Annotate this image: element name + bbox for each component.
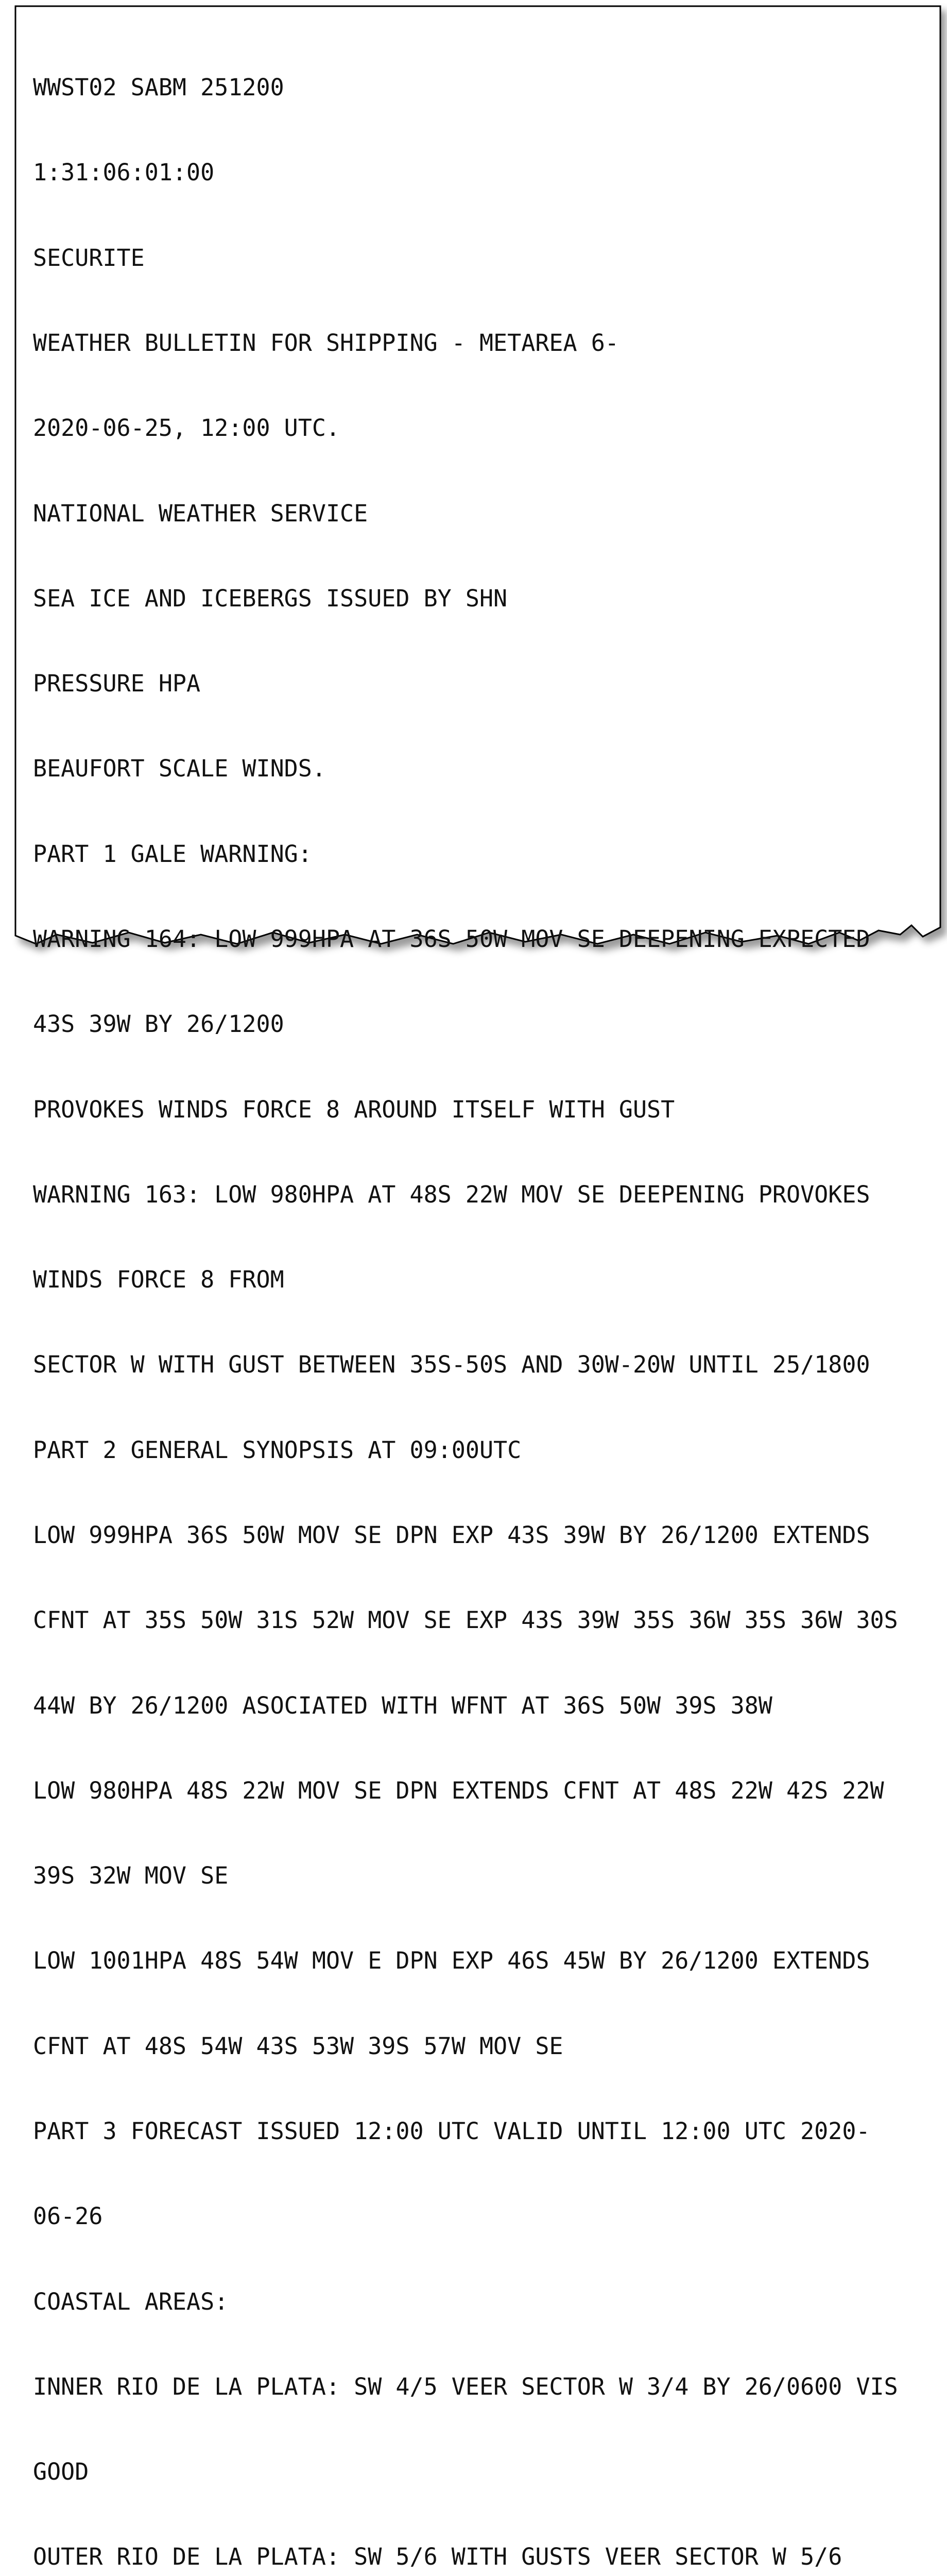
bulletin-line: PART 2 GENERAL SYNOPSIS AT 09:00UTC	[33, 1436, 522, 1464]
bulletin-line: PROVOKES WINDS FORCE 8 AROUND ITSELF WITH GUST	[33, 1095, 675, 1123]
bulletin-line: PART 3 FORECAST ISSUED 12:00 UTC VALID UNTIL 12:00 UTC 2020-	[33, 2117, 870, 2145]
weather-bulletin-text	[33, 16, 929, 2576]
bulletin-line: 44W BY 26/1200 ASOCIATED WITH WFNT AT 36S 50W 39S 38W	[33, 1691, 772, 1719]
bulletin-line: WEATHER BULLETIN FOR SHIPPING - METAREA 6-	[33, 329, 619, 357]
bulletin-line: COASTAL AREAS:	[33, 2287, 229, 2315]
bulletin-line: BEAUFORT SCALE WINDS.	[33, 755, 326, 783]
bulletin-line: PRESSURE HPA	[33, 670, 201, 698]
bulletin-line: OUTER RIO DE LA PLATA: SW 5/6 WITH GUSTS VEER SECTOR W 5/6	[33, 2543, 842, 2571]
bulletin-line: CFNT AT 48S 54W 43S 53W 39S 57W MOV SE	[33, 2032, 563, 2060]
bulletin-line: GOOD	[33, 2458, 89, 2486]
bulletin-line: 43S 39W BY 26/1200	[33, 1010, 284, 1038]
bulletin-line: WARNING 163: LOW 980HPA AT 48S 22W MOV SE DEEPENING PROVOKES	[33, 1180, 870, 1208]
bulletin-line: 1:31:06:01:00	[33, 159, 215, 187]
bulletin-line: SECTOR W WITH GUST BETWEEN 35S-50S AND 30W-20W UNTIL 25/1800	[33, 1351, 870, 1379]
bulletin-line: CFNT AT 35S 50W 31S 52W MOV SE EXP 43S 39W 35S 36W 35S 36W 30S	[33, 1606, 898, 1634]
bulletin-line: WARNING 164: LOW 999HPA AT 36S 50W MOV SE DEEPENING EXPECTED	[33, 925, 870, 953]
bulletin-line: 2020-06-25, 12:00 UTC.	[33, 414, 340, 442]
bulletin-line: NATIONAL WEATHER SERVICE	[33, 499, 368, 527]
bulletin-line: SECURITE	[33, 244, 145, 272]
bulletin-line: WINDS FORCE 8 FROM	[33, 1266, 284, 1294]
bulletin-line: WWST02 SABM 251200	[33, 74, 284, 101]
bulletin-line: INNER RIO DE LA PLATA: SW 4/5 VEER SECTOR W 3/4 BY 26/0600 VIS	[33, 2372, 898, 2400]
bulletin-line: LOW 980HPA 48S 22W MOV SE DPN EXTENDS CFNT AT 48S 22W 42S 22W	[33, 1776, 884, 1804]
bulletin-line: LOW 999HPA 36S 50W MOV SE DPN EXP 43S 39W BY 26/1200 EXTENDS	[33, 1521, 870, 1549]
bulletin-line: LOW 1001HPA 48S 54W MOV E DPN EXP 46S 45W BY 26/1200 EXTENDS	[33, 1947, 870, 1975]
bulletin-line: SEA ICE AND ICEBERGS ISSUED BY SHN	[33, 584, 508, 612]
bulletin-line: 06-26	[33, 2202, 103, 2230]
bulletin-line: 39S 32W MOV SE	[33, 1862, 229, 1890]
bulletin-line: PART 1 GALE WARNING:	[33, 840, 312, 868]
